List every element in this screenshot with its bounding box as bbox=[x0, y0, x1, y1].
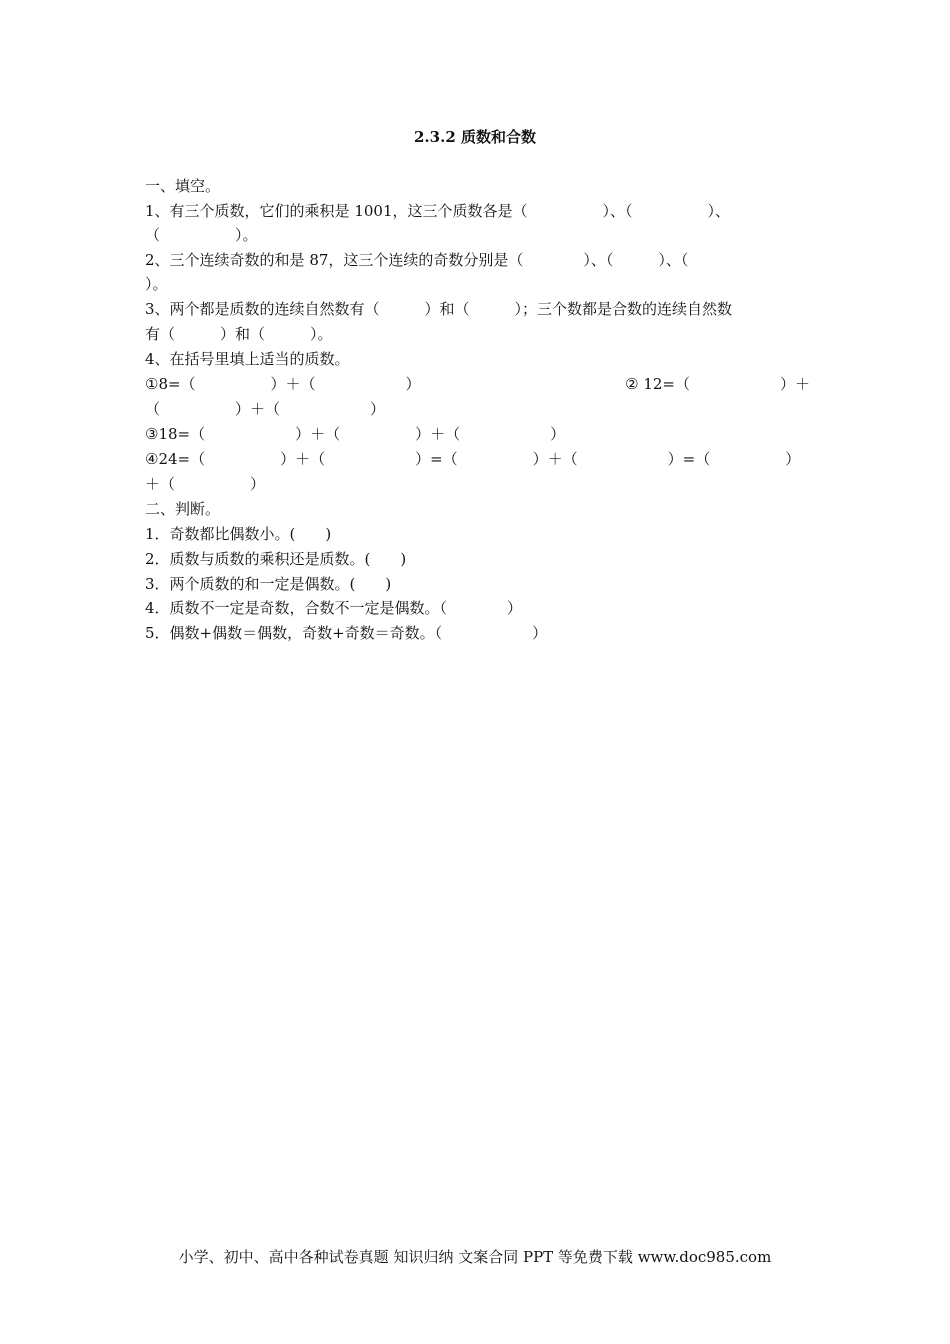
judge-item-5: 5．偶数+偶数＝偶数，奇数+奇数＝奇数。（ ） bbox=[145, 624, 548, 642]
question-4b-start: ② 12=（ ）＋ bbox=[625, 375, 810, 393]
page-footer: 小学、初中、高中各种试卷真题 知识归纳 文案合同 PPT 等免费下载 www.doc985.com bbox=[178, 1248, 772, 1266]
question-2-line-2: ）。 bbox=[145, 275, 168, 293]
question-4-intro: 4、在括号里填上适当的质数。 bbox=[145, 350, 350, 368]
question-4d-line-1: ④24=（ ）＋（ ）=（ ）＋（ ）=（ ） bbox=[145, 450, 801, 468]
judge-item-4: 4．质数不一定是奇数，合数不一定是偶数。（ ） bbox=[145, 599, 523, 617]
question-4a: ①8=（ ）＋（ ） bbox=[145, 375, 421, 393]
page-title: 2.3.2 质数和合数 bbox=[414, 128, 536, 146]
judge-item-1: 1．奇数都比偶数小。( ) bbox=[145, 525, 332, 543]
judge-item-3: 3．两个质数的和一定是偶数。( ) bbox=[145, 575, 392, 593]
question-2-line-1: 2、三个连续奇数的和是 87，这三个连续的奇数分别是（ ）、（ ）、（ bbox=[145, 251, 689, 269]
section-fill-blank-heading: 一、填空。 bbox=[145, 177, 221, 195]
question-3-line-2: 有（ ）和（ ）。 bbox=[145, 325, 333, 343]
question-4d-line-2: ＋（ ） bbox=[145, 475, 266, 493]
question-4c: ③18=（ ）＋（ ）＋（ ） bbox=[145, 425, 566, 443]
question-4-row-a bbox=[145, 374, 810, 394]
question-4b-continuation: （ ）＋（ ） bbox=[145, 400, 386, 418]
section-judge-heading: 二、判断。 bbox=[145, 500, 221, 518]
question-3-line-1: 3、两个都是质数的连续自然数有（ ）和（ ）；三个数都是合数的连续自然数 bbox=[145, 300, 733, 318]
question-1-line-1: 1、有三个质数，它们的乘积是 1001，这三个质数各是（ ）、（ ）、 bbox=[145, 202, 730, 220]
question-1-line-2: （ ）。 bbox=[145, 226, 258, 244]
judge-item-2: 2．质数与质数的乘积还是质数。( ) bbox=[145, 550, 407, 568]
